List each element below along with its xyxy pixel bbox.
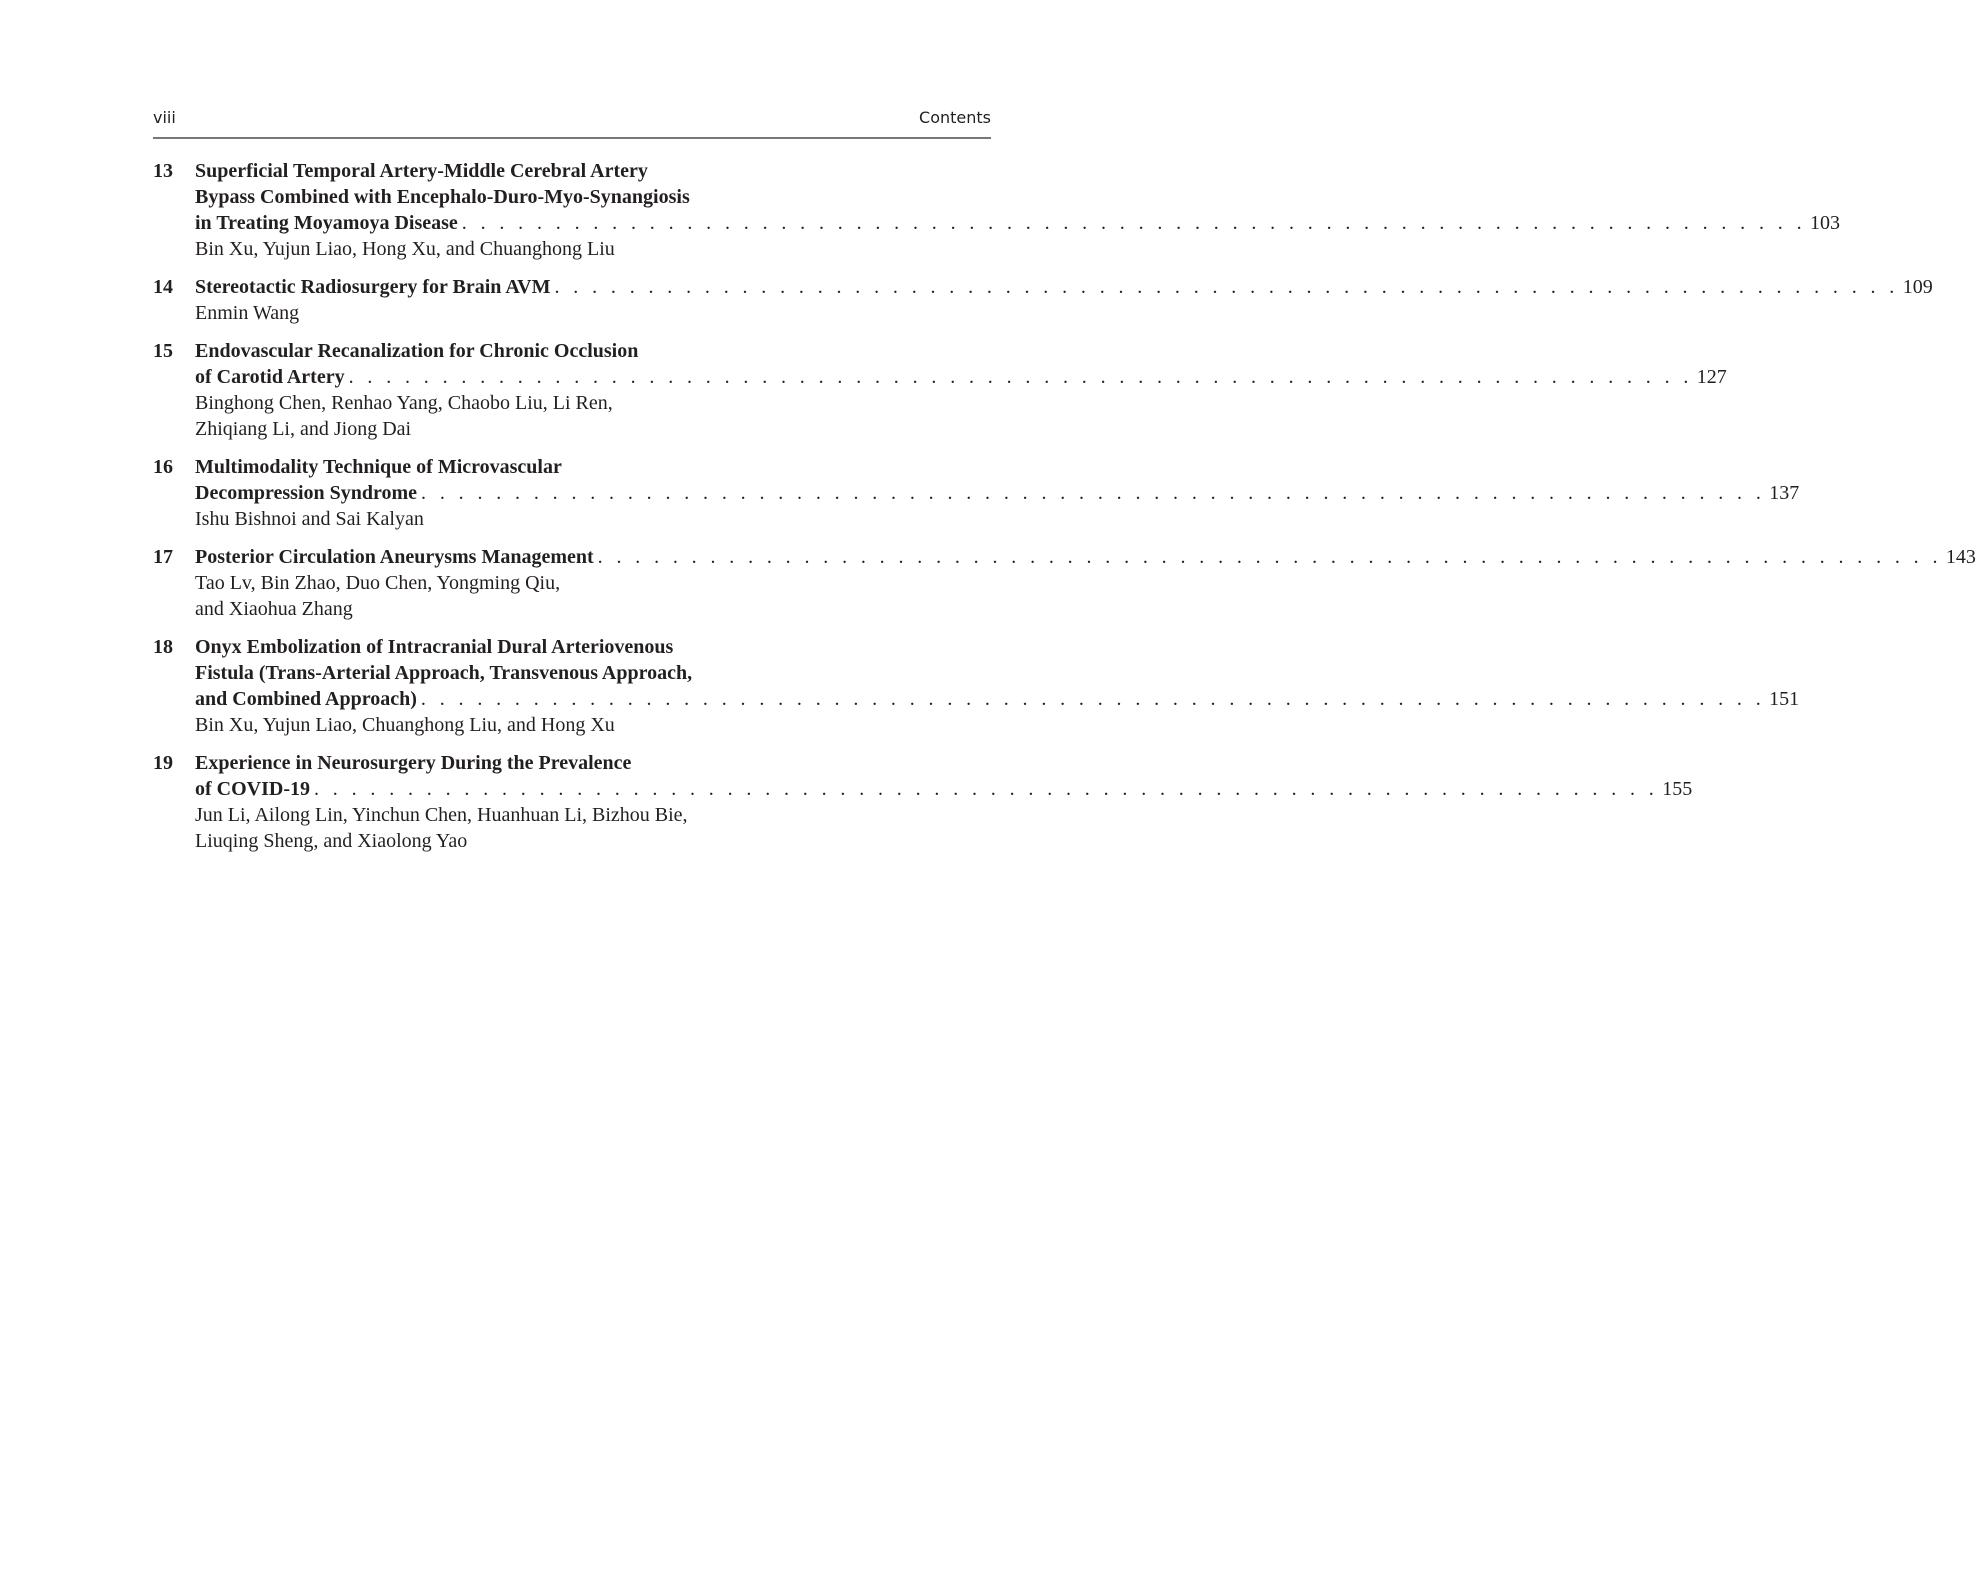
chapter-title-line: of COVID-19: [195, 778, 310, 800]
dot-leader: . . . . . . . . . . . . . . . . . . . . . . . . . . . . . . . . . . . . . . . . . . . . . . . . . . . . . . . . . . . . . . . . . . . . . . . .: [348, 366, 1693, 388]
chapter-authors: Ishu Bishnoi and Sai Kalyan: [195, 508, 424, 530]
chapter-authors: Jun Li, Ailong Lin, Yinchun Chen, Huanhuan Li, Bizhou Bie,: [195, 804, 688, 826]
chapter-title-line: Fistula (Trans-Arterial Approach, Transvenous Approach,: [195, 662, 693, 684]
dot-leader: . . . . . . . . . . . . . . . . . . . . . . . . . . . . . . . . . . . . . . . . . . . . . . . . . . . . . . . . . . . . . . . . . . . . . . . .: [597, 546, 1942, 568]
page-number: 127: [1696, 366, 1727, 388]
chapter-title-row: [195, 274, 1933, 300]
toc-entry: [153, 274, 1933, 326]
chapter-title-line: Bypass Combined with Encephalo-Duro-Myo-Synangiosis: [195, 186, 690, 208]
chapter-title-line: Multimodality Technique of Microvascular: [195, 456, 562, 478]
chapter-title-row: [195, 776, 1693, 802]
chapter-authors: Bin Xu, Yujun Liao, Chuanghong Liu, and Hong Xu: [195, 714, 615, 736]
chapter-title-line: Decompression Syndrome: [195, 482, 418, 504]
chapter-title-line: Stereotactic Radiosurgery for Brain AVM: [195, 276, 551, 298]
chapter-authors: Liuqing Sheng, and Xiaolong Yao: [195, 830, 468, 852]
chapter-title-line: Endovascular Recanalization for Chronic Occlusion: [195, 340, 639, 362]
chapter-authors: Binghong Chen, Renhao Yang, Chaobo Liu, Li Ren,: [195, 392, 613, 414]
chapter-title-line: of Carotid Artery: [195, 366, 345, 388]
chapter-number: 18: [153, 636, 173, 658]
chapter-number: 15: [153, 340, 173, 362]
dot-leader: . . . . . . . . . . . . . . . . . . . . . . . . . . . . . . . . . . . . . . . . . . . . . . . . . . . . . . . . . . . . . . . . . . . . . . . .: [421, 482, 1766, 504]
table-of-contents: [153, 158, 1976, 866]
chapter-authors: and Xiaohua Zhang: [195, 598, 353, 620]
dot-leader: . . . . . . . . . . . . . . . . . . . . . . . . . . . . . . . . . . . . . . . . . . . . . . . . . . . . . . . . . . . . . . . . . . . . . . . .: [314, 778, 1659, 800]
chapter-title-row: [195, 686, 1800, 712]
chapter-title-row: [195, 210, 1840, 236]
chapter-title-line: and Combined Approach): [195, 688, 417, 710]
chapter-number: 19: [153, 752, 173, 774]
dot-leader: . . . . . . . . . . . . . . . . . . . . . . . . . . . . . . . . . . . . . . . . . . . . . . . . . . . . . . . . . . . . . . . . . . . . . . . .: [554, 276, 1899, 298]
chapter-title-line: Onyx Embolization of Intracranial Dural Arteriovenous: [195, 636, 674, 658]
running-header: [153, 108, 991, 130]
chapter-number: 14: [153, 276, 173, 298]
chapter-authors: Enmin Wang: [195, 302, 300, 324]
chapter-authors: Tao Lv, Bin Zhao, Duo Chen, Yongming Qiu,: [195, 572, 561, 594]
running-title: Contents: [919, 108, 991, 127]
page-number: 143: [1945, 546, 1976, 568]
toc-entry: [153, 158, 1840, 262]
chapter-authors: Bin Xu, Yujun Liao, Hong Xu, and Chuanghong Liu: [195, 238, 615, 260]
toc-entry: [153, 750, 1693, 854]
chapter-title-row: [195, 544, 1976, 570]
page-number: 151: [1769, 688, 1800, 710]
chapter-number: 17: [153, 546, 173, 568]
toc-entry: [153, 454, 1800, 532]
toc-entry: [153, 544, 1976, 622]
page-number: 155: [1662, 778, 1693, 800]
chapter-title-line: Experience in Neurosurgery During the Prevalence: [195, 752, 632, 774]
chapter-number: 13: [153, 160, 173, 182]
chapter-authors: Zhiqiang Li, and Jiong Dai: [195, 418, 412, 440]
toc-entry: [153, 338, 1727, 442]
dot-leader: . . . . . . . . . . . . . . . . . . . . . . . . . . . . . . . . . . . . . . . . . . . . . . . . . . . . . . . . . . . . . . . . . . . . . . . .: [420, 688, 1766, 710]
toc-entry: [153, 634, 1800, 738]
page-number: 137: [1769, 482, 1800, 504]
chapter-title-line: Superficial Temporal Artery-Middle Cerebral Artery: [195, 160, 648, 182]
chapter-title-line: in Treating Moyamoya Disease: [195, 212, 458, 234]
header-rule: [153, 137, 991, 139]
chapter-number: 16: [153, 456, 173, 478]
page-number: 109: [1902, 276, 1933, 298]
page-number: 103: [1809, 212, 1840, 234]
chapter-title-line: Posterior Circulation Aneurysms Management: [195, 546, 594, 568]
chapter-title-row: [195, 480, 1800, 506]
dot-leader: . . . . . . . . . . . . . . . . . . . . . . . . . . . . . . . . . . . . . . . . . . . . . . . . . . . . . . . . . . . . . . . . . . . . . . . .: [461, 212, 1806, 234]
chapter-title-row: [195, 364, 1727, 390]
page-folio: viii: [153, 108, 176, 127]
